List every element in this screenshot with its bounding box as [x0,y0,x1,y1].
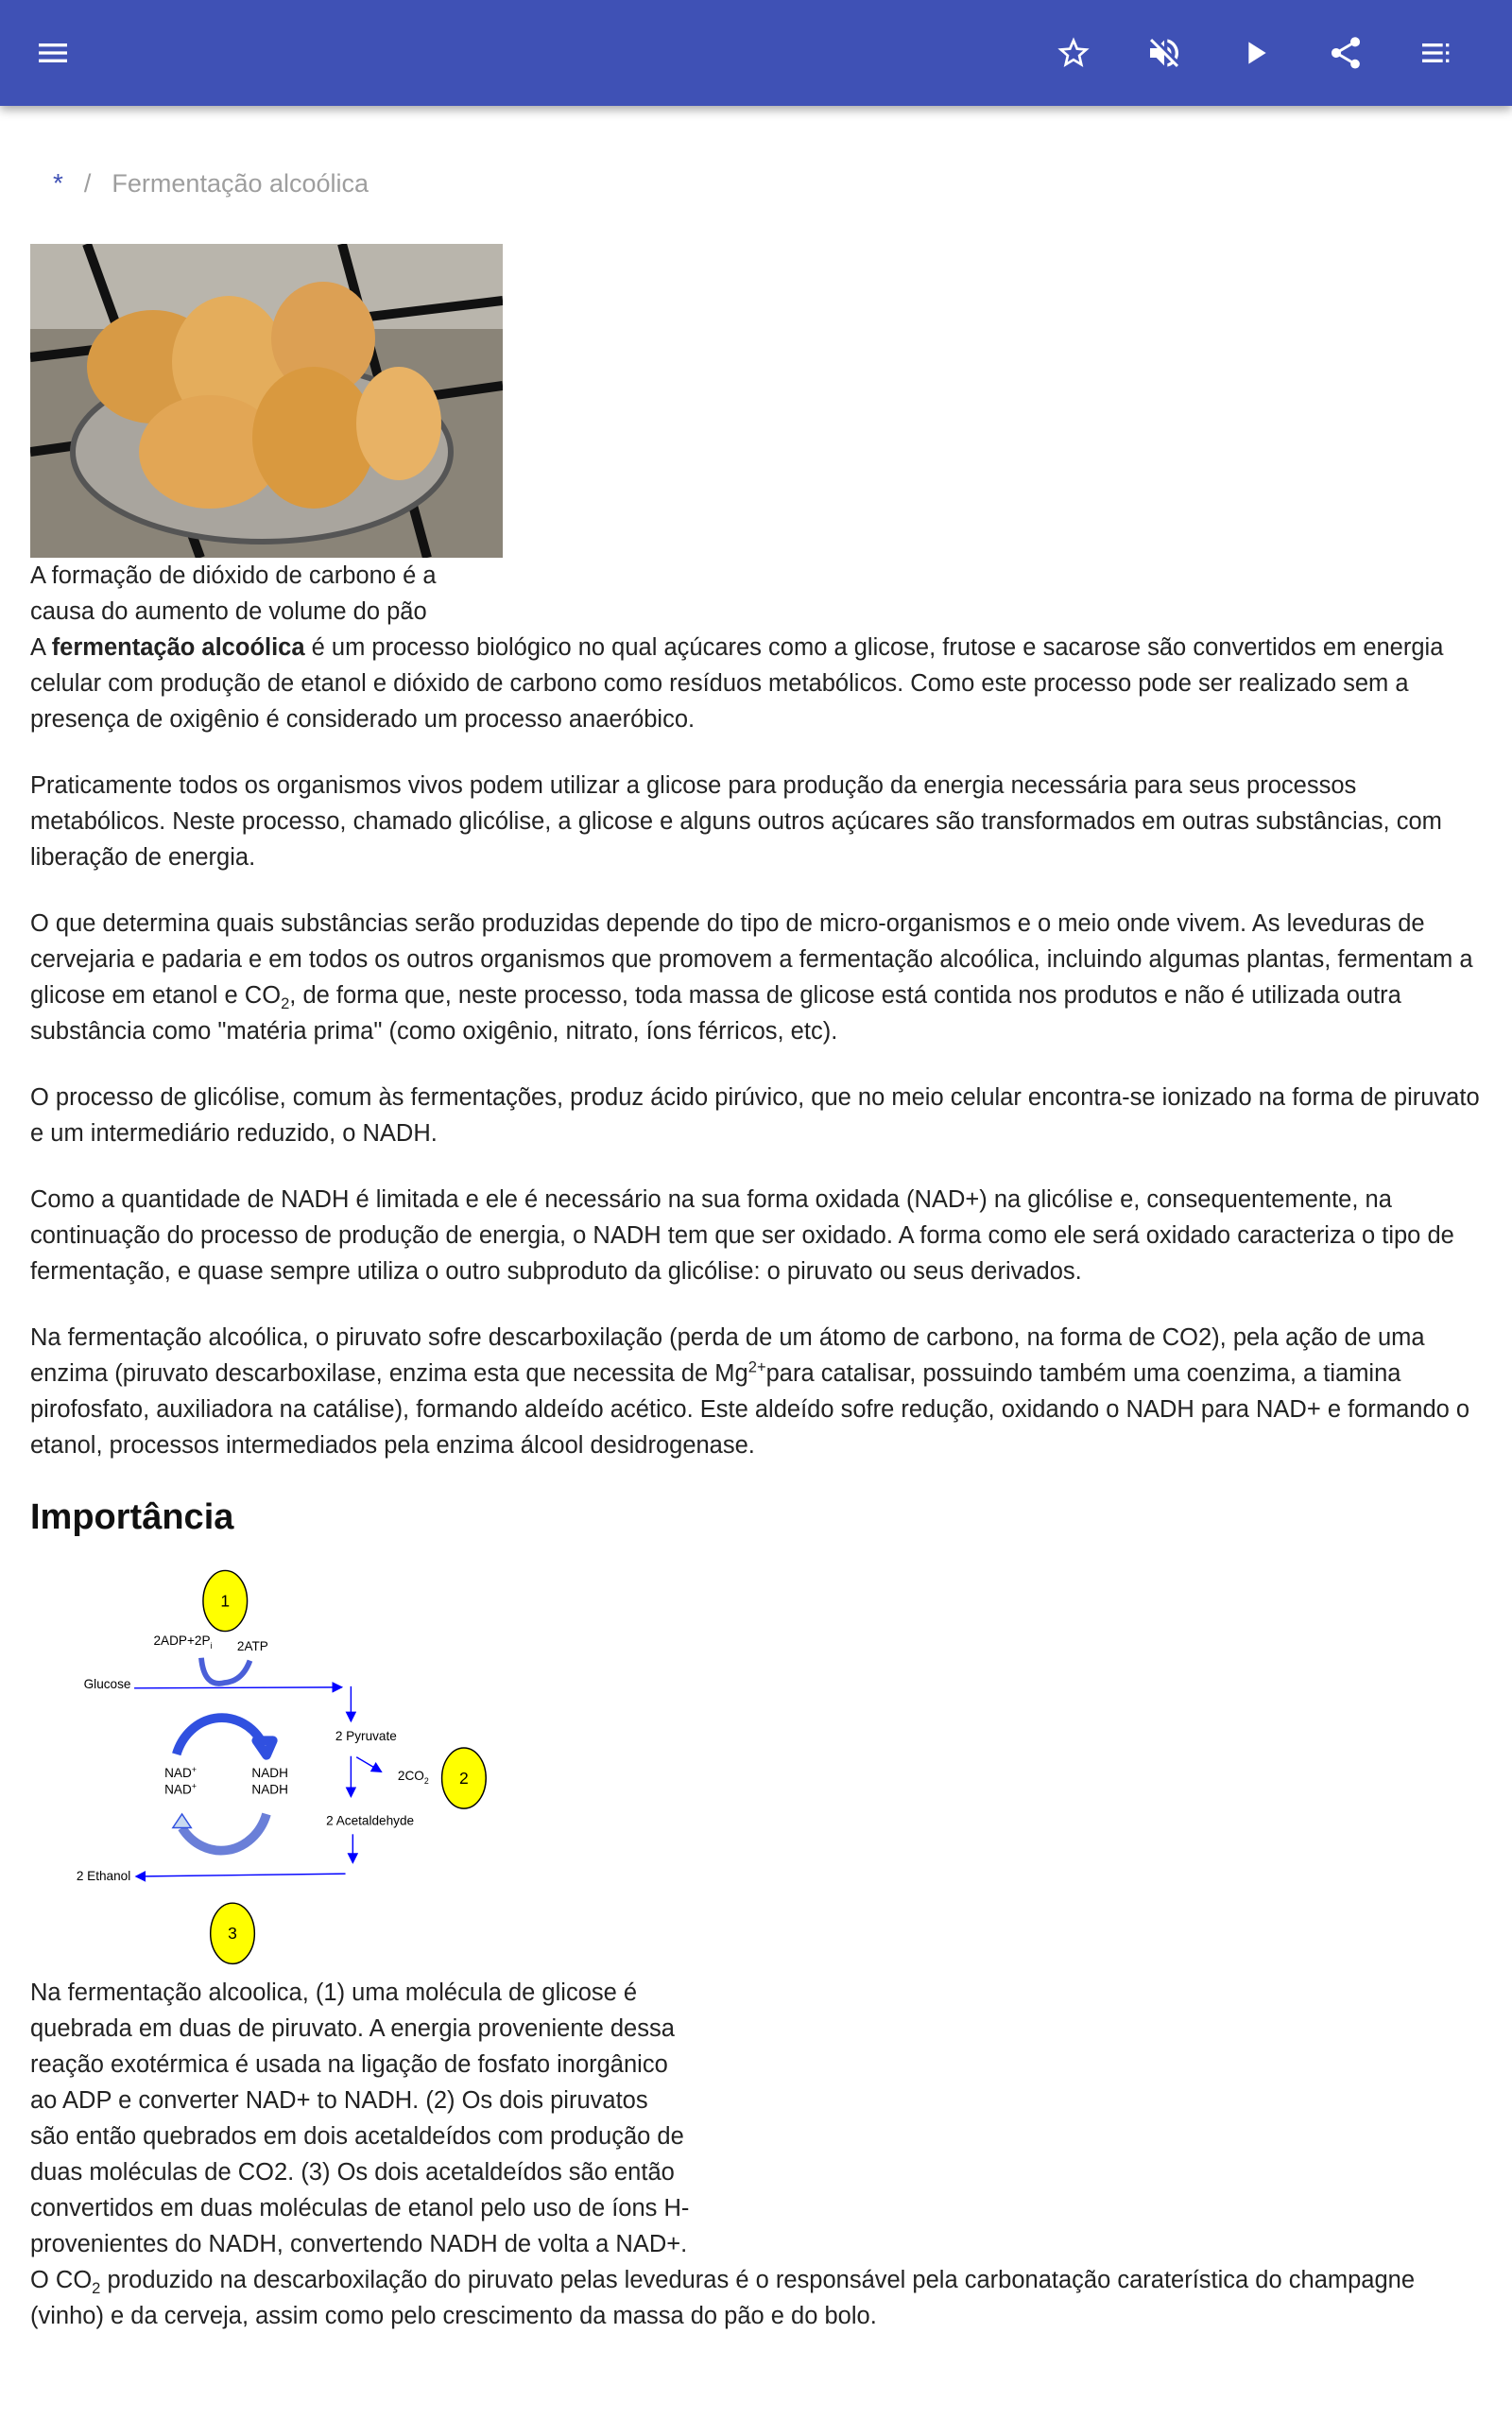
co2-arrow [356,1757,381,1772]
breadcrumb-current: Fermentação alcoólica [112,169,369,198]
bread-basket-image[interactable] [30,244,503,558]
glucose-arrow [134,1687,342,1688]
glucose-label: Glucose [83,1676,131,1691]
star-icon[interactable] [1051,30,1096,76]
text: produzido na descarboxilação do piruvato pelas leveduras é o responsável pela carbonatação caraterística do champagne (vinho) e da cerveja, assim como pelo crescimento da massa do pão e do bolo. [30,2267,1416,2329]
paragraph [30,906,1486,1049]
diagram-caption: Na fermentação alcoolica, (1) uma molécula de glicose é quebrada em duas de piruvato. A energia proveniente dessa reação exotérmica é usada na ligação de fosfato inorgânico ao ADP e converter NAD+ to NADH. (2) Os dois piruvatos são então quebrados em dois acetaldeídos com produção de duas moléculas de CO2. (3) Os dois acetaldeídos são então convertidos em duas moléculas de etanol pelo uso de íons H- provenientes do NADH, convertendo NADH de volta a NAD+. [30,1979,690,2257]
article [30,244,1486,2364]
play-icon[interactable] [1232,30,1278,76]
step-2-label: 2 [459,1768,469,1788]
paragraph [30,1320,1486,1463]
adp-label: $2ADP+2P_i$ [153,1634,213,1651]
fermentation-diagram[interactable] [0,1552,662,1975]
nad-label: NAD+ [164,1781,197,1797]
nad-cycle-bottom-arrow [182,1814,266,1851]
paragraph [30,2262,1486,2334]
app-bar [0,0,1512,106]
playlist-icon[interactable] [1414,30,1459,76]
section-heading: Importância [30,1497,234,1537]
subscript: 2 [281,994,290,1013]
share-icon[interactable] [1323,30,1368,76]
co2-label: $2CO_2$ [397,1768,429,1786]
paragraph: Praticamente todos os organismos vivos podem utilizar a glicose para produção da energia necessária para seus processos metabólicos. Neste processo, chamado glicólise, a glicose e alguns outros açúcares são transformados em outras substâncias, com liberação de energia. [30,772,1442,871]
step-3-label: 3 [228,1924,237,1944]
breadcrumb-home[interactable]: * [53,168,63,198]
text: O que determina quais substâncias serão produzidas depende do tipo de micro-organismos e o meio onde vivem. As leveduras de cervejaria e padaria e em todos os outros organismos que promovem a fermentação alcoólica, incluindo algumas plantas, fermentam a glicose em etanol e CO [30,910,1473,1009]
nad-label: NAD+ [164,1765,197,1781]
paragraph: O processo de glicólise, comum às fermentações, produz ácido pirúvico, que no meio celular encontra-se ionizado na forma de piruvato e um intermediário reduzido, o NADH. [30,1084,1480,1147]
nad-cycle-top-arrow [177,1718,273,1755]
text: é um processo biológico no qual açúcares como a glicose, frutose e sacarose são convertidos em energia celular com produção de etanol e dióxido de carbono como resíduos metabólicos. Como este processo pode ser realizado sem a presença de oxigênio é considerado um processo anaeróbico. [30,634,1444,733]
subscript: 2 [92,2279,101,2298]
text: para catalisar, possuindo também uma coenzima, a tiamina pirofosfato, auxiliadora na catálise), formando aldeído acético. Este aldeído sofre redução, oxidando o NADH para NAD+ e formando o etanol, processos intermediados pela enzima álcool desidrogenase. [30,1360,1470,1459]
image-caption: A formação de dióxido de carbono é a causa do aumento de volume do pão [30,562,437,625]
nadh-label: NADH [251,1782,288,1797]
menu-icon[interactable] [30,30,76,76]
arrowhead [173,1814,191,1828]
superscript: 2+ [747,1357,766,1376]
text: Na fermentação alcoólica, o piruvato sofre descarboxilação (perda de um átomo de carbono, na forma de CO2), pela ação de uma enzima (piruvato descarboxilase, enzima esta que necessita de Mg [30,1324,1425,1387]
atp-arrow [201,1658,250,1684]
paragraph [30,630,1486,737]
atp-label: 2ATP [236,1638,268,1653]
volume-off-icon[interactable] [1142,30,1187,76]
breadcrumb-separator: / [83,169,92,198]
text: , de forma que, neste processo, toda massa de glicose está contida nos produtos e não é utilizada outra substância como "matéria prima" (como oxigênio, nitrato, íons férricos, etc). [30,982,1401,1045]
step-1-label: 1 [220,1591,231,1611]
text: A [30,634,52,661]
breadcrumb [53,168,369,199]
paragraph: Como a quantidade de NADH é limitada e ele é necessário na sua forma oxidada (NAD+) na glicólise e, consequentemente, na continuação do processo de produção de energia, o NADH tem que ser oxidado. A forma como ele será oxidado caracteriza o tipo de fermentação, e quase sempre utiliza o outro subproduto da glicólise: o piruvato ou seus derivados. [30,1186,1454,1285]
pyruvate-label: 2 Pyruvate [335,1729,397,1744]
ethanol-arrow [136,1874,346,1876]
text: O CO [30,2267,93,2293]
bold-term: fermentação alcoólica [51,634,305,661]
ethanol-label: 2 Ethanol [76,1868,131,1883]
acetaldehyde-label: 2 Acetaldehyde [326,1813,415,1828]
nadh-label: NADH [251,1766,288,1781]
